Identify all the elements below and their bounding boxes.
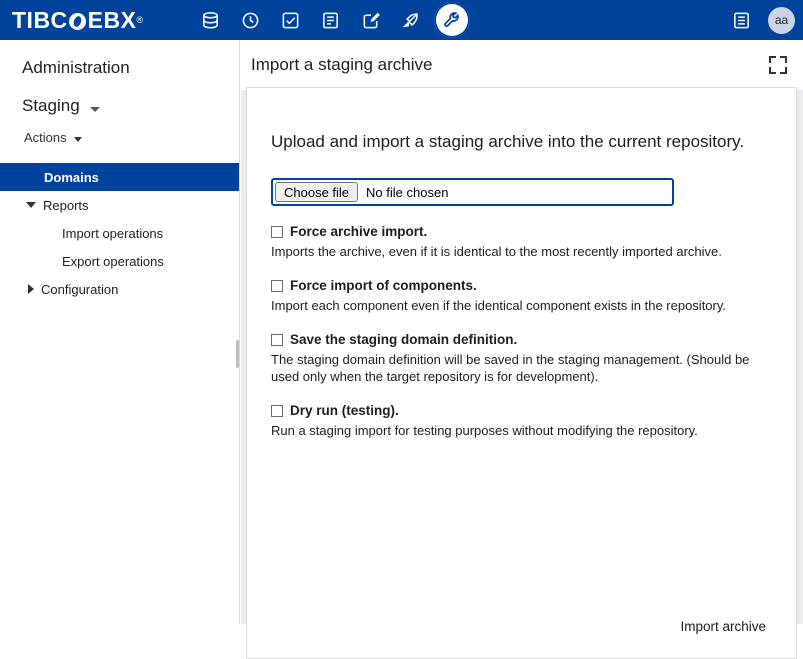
sidebar-item-label: Export operations [62,253,164,269]
top-icon-group [194,0,470,40]
sidebar [0,40,240,624]
panel-splitter-handle[interactable] [236,340,239,368]
save-staging-domain-checkbox[interactable] [271,334,283,346]
actions-menu[interactable] [0,116,239,145]
sidebar-item-label: Import operations [62,225,164,241]
option-label: Dry run (testing). [290,403,399,418]
option-label: Force archive import. [290,224,428,239]
chevron-down-icon [90,107,100,112]
book-icon[interactable] [314,3,348,37]
sidebar-item-label: Reports [43,197,89,213]
top-right-group [724,0,795,40]
tibco-ebx-logo [0,7,144,34]
option-force-import-components [271,278,772,314]
option-force-archive-import [271,224,772,260]
option-label: Save the staging domain definition. [290,332,518,347]
logo-dot-icon [69,13,86,30]
check-square-icon[interactable] [274,3,308,37]
sidebar-item-export-operations[interactable] [0,247,239,275]
staging-selector[interactable] [0,78,239,116]
dry-run-checkbox[interactable] [271,405,283,417]
file-name-label: No file chosen [366,184,449,200]
edit-square-icon[interactable] [354,3,388,37]
import-archive-button[interactable]: Import archive [674,618,772,635]
option-description: Imports the archive, even if it is identical to the most recently imported archive. [271,244,722,259]
staging-label: Staging [22,96,80,115]
sidebar-item-label: Configuration [41,281,119,297]
form-heading: Upload and import a staging archive into the current repository. [271,132,745,151]
sidebar-item-label: Domains [44,169,99,185]
database-icon[interactable] [194,3,228,37]
clock-icon[interactable] [234,3,268,37]
sidebar-item-domains[interactable] [0,163,239,191]
force-import-components-checkbox[interactable] [271,280,283,292]
sidebar-item-reports[interactable] [0,191,239,219]
wrench-icon[interactable] [434,2,470,38]
main-content [241,40,803,634]
page-title: Administration [22,58,130,77]
file-upload-input[interactable] [271,178,674,206]
force-archive-import-checkbox[interactable] [271,226,283,238]
option-save-staging-domain [271,332,772,385]
content-header [241,40,803,90]
option-label: Force import of components. [290,278,477,293]
logo-text-ebx: EBX [87,6,137,33]
choose-file-button[interactable]: Choose file [275,182,358,202]
sidebar-item-import-operations[interactable] [0,219,239,247]
rocket-icon[interactable] [394,3,428,37]
option-description: Import each component even if the identical component exists in the repository. [271,298,727,313]
logo-registered-mark: ® [136,15,144,25]
chevron-down-icon [74,137,82,142]
option-dry-run [271,403,772,439]
option-description: The staging domain definition will be saved in the staging management. (Should be used only when the target repository is for development). [271,352,750,384]
sidebar-item-configuration[interactable] [0,275,239,303]
list-menu-icon[interactable] [724,3,758,37]
content-title: Import a staging archive [251,55,433,74]
fullscreen-icon[interactable] [769,56,787,74]
actions-label: Actions [24,130,67,145]
navigation-tree [0,163,239,303]
import-form-card [246,87,797,659]
option-description: Run a staging import for testing purposes without modifying the repository. [271,423,698,438]
chevron-down-icon [26,202,36,208]
logo-text-tibco: TIBC [12,6,68,33]
chevron-right-icon [28,284,34,294]
avatar[interactable]: aa [768,7,795,34]
top-navigation-bar [0,0,803,40]
